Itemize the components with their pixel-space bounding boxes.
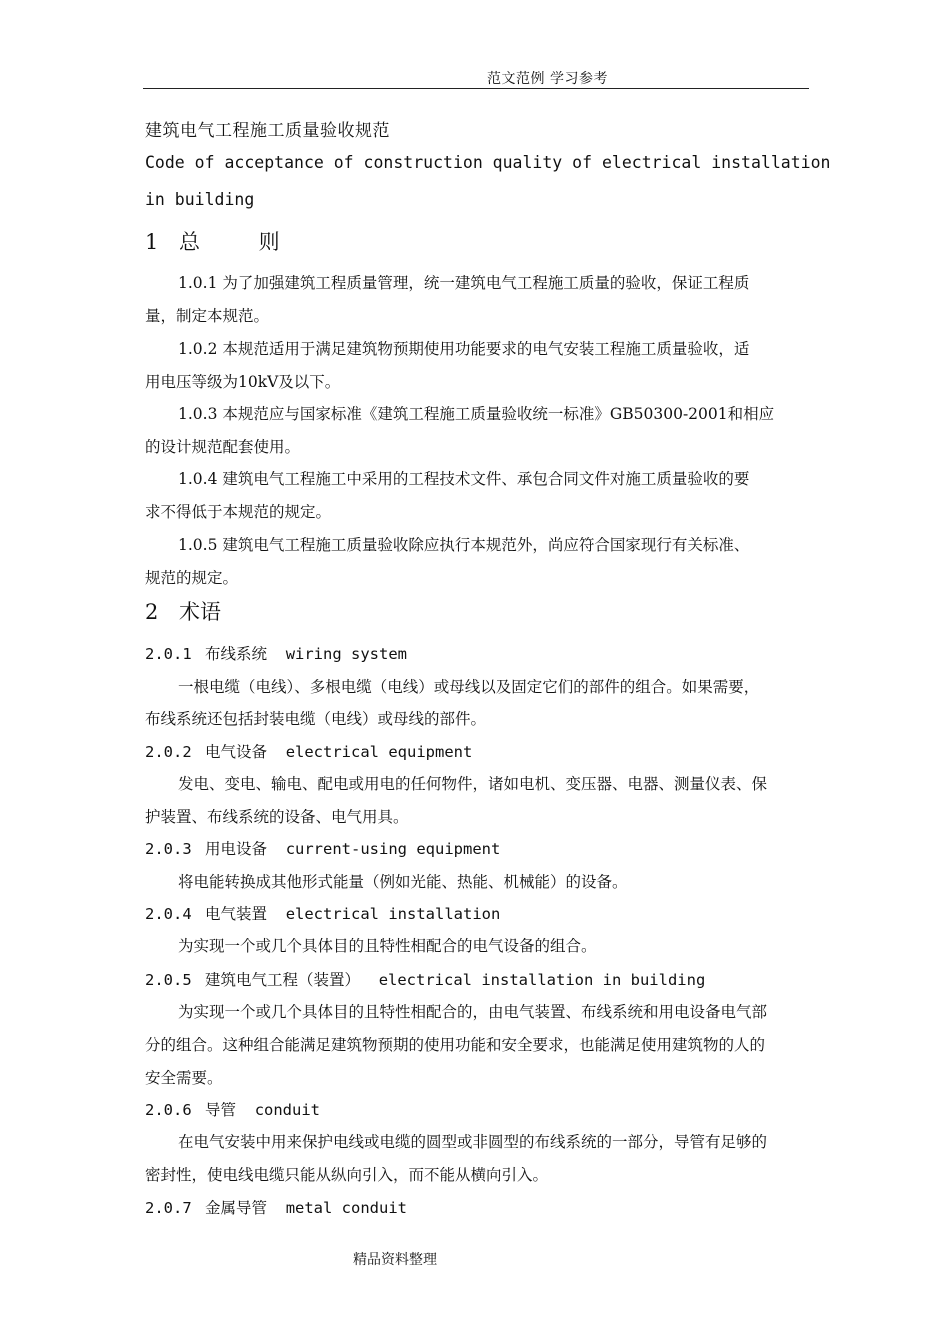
term-number: 2.0.6: [145, 1101, 192, 1119]
section-2-heading: [145, 596, 221, 626]
definition-line: 为实现一个或几个具体目的且特性相配合的，由电气装置、布线系统和用电设备电气部: [178, 1003, 768, 1021]
term-chinese: 导管: [205, 1101, 237, 1119]
term-english: wiring system: [285, 645, 408, 663]
term-english: metal conduit: [285, 1199, 408, 1217]
term-number: 2.0.5: [145, 971, 192, 989]
term-number: 2.0.3: [145, 840, 192, 858]
term-english: electrical installation: [285, 905, 501, 923]
paragraph-line: 量，制定本规范。: [145, 307, 270, 325]
paragraph-line: 规范的规定。: [145, 569, 239, 587]
paragraph-line: 的设计规范配套使用。: [145, 438, 301, 456]
term-english: conduit: [254, 1101, 321, 1119]
term-chinese: 建筑电气工程（装置）: [205, 971, 361, 989]
paragraph-line: 用电压等级为10kV及以下。: [145, 373, 341, 391]
paragraph-line: 1.0.1 为了加强建筑工程质量管理，统一建筑电气工程施工质量的验收，保证工程质: [178, 274, 750, 292]
definition-line: 将电能转换成其他形式能量（例如光能、热能、机械能）的设备。: [178, 873, 628, 891]
definition-line: 在电气安装中用来保护电线或电缆的圆型或非圆型的布线系统的一部分，导管有足够的: [178, 1133, 768, 1151]
section-number: 1: [145, 230, 159, 254]
term-number: 2.0.2: [145, 743, 192, 761]
term-heading: [145, 968, 705, 990]
definition-line: 布线系统还包括封装电缆（电线）或母线的部件。: [145, 710, 487, 728]
section-1-heading: [145, 226, 306, 256]
definition-line: 为实现一个或几个具体目的且特性相配合的电气设备的组合。: [178, 937, 597, 955]
paragraph-line: 求不得低于本规范的规定。: [145, 503, 332, 521]
section-title: 术语: [179, 600, 221, 624]
term-chinese: 布线系统: [205, 645, 268, 663]
term-heading: [145, 642, 407, 664]
term-chinese: 金属导管: [205, 1199, 268, 1217]
document-title-english-line1: Code of acceptance of construction quality of electrical installation: [145, 153, 831, 172]
document-title-english-line2: in building: [145, 190, 255, 209]
section-number: 2: [145, 600, 159, 624]
definition-line: 分的组合。这种组合能满足建筑物预期的使用功能和安全要求，也能满足使用建筑物的人的: [145, 1036, 766, 1054]
term-number: 2.0.4: [145, 905, 192, 923]
term-chinese: 电气设备: [205, 743, 268, 761]
definition-line: 一根电缆（电线）、多根电缆（电线）或母线以及固定它们的部件的组合。如果需要，: [178, 678, 760, 696]
term-english: current-using equipment: [285, 840, 501, 858]
paragraph-line: 1.0.5 建筑电气工程施工质量验收除应执行本规范外，尚应符合国家现行有关标准、: [178, 536, 750, 554]
term-english: electrical installation in building: [378, 971, 706, 989]
term-chinese: 用电设备: [205, 840, 268, 858]
term-heading: [145, 837, 500, 859]
term-heading: [145, 1196, 407, 1218]
page-footer: 精品资料整理: [353, 1252, 437, 1268]
definition-line: 安全需要。: [145, 1069, 223, 1087]
definition-line: 护装置、布线系统的设备、电气用具。: [145, 808, 409, 826]
term-number: 2.0.7: [145, 1199, 192, 1217]
term-heading: [145, 740, 472, 762]
section-title: 总 则: [179, 230, 306, 254]
document-title-chinese: 建筑电气工程施工质量验收规范: [145, 121, 390, 141]
term-heading: [145, 1098, 320, 1120]
paragraph-line: 1.0.4 建筑电气工程施工中采用的工程技术文件、承包合同文件对施工质量验收的要: [178, 470, 750, 488]
definition-line: 密封性，使电线电缆只能从纵向引入，而不能从横向引入。: [145, 1166, 549, 1184]
paragraph-line: 1.0.2 本规范适用于满足建筑物预期使用功能要求的电气安装工程施工质量验收，适: [178, 340, 750, 358]
term-chinese: 电气装置: [205, 905, 268, 923]
paragraph-line: 1.0.3 本规范应与国家标准《建筑工程施工质量验收统一标准》GB50300-2001和相应: [178, 405, 775, 423]
header-text: 范文范例 学习参考: [487, 71, 608, 87]
term-number: 2.0.1: [145, 645, 192, 663]
definition-line: 发电、变电、输电、配电或用电的任何物件，诸如电机、变压器、电器、测量仪表、保: [178, 775, 768, 793]
page-header: [143, 68, 809, 89]
term-heading: [145, 902, 500, 924]
term-english: electrical equipment: [285, 743, 473, 761]
